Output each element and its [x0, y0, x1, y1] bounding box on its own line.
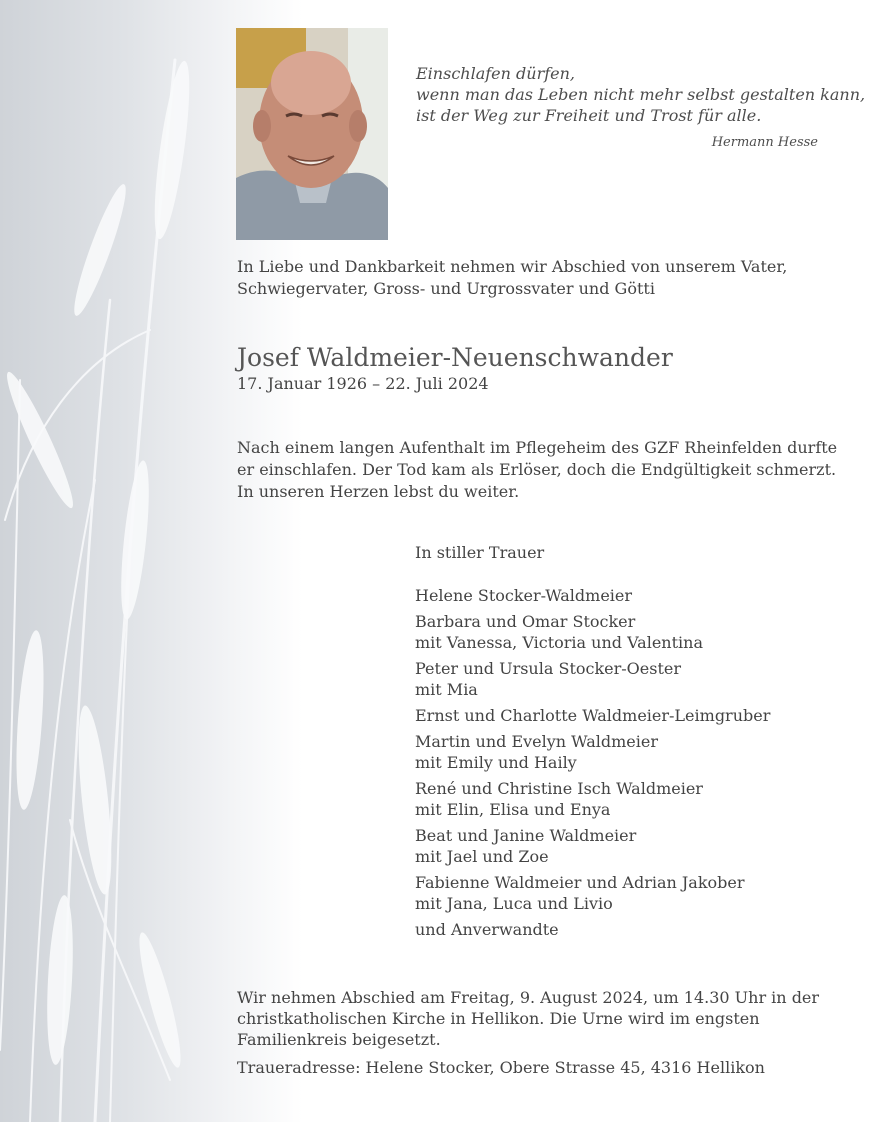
- mourner-name: Helene Stocker-Waldmeier: [415, 586, 633, 605]
- mourner-children: mit Emily und Haily: [415, 753, 577, 772]
- service-info: [237, 987, 857, 1078]
- quote-line: ist der Weg zur Freiheit und Trost für alle.: [416, 106, 762, 125]
- mourner-name: und Anverwandte: [415, 920, 559, 939]
- mourners-list: [415, 542, 770, 945]
- mourner-entry: [415, 731, 770, 773]
- mourner-entry: [415, 658, 770, 700]
- message-line: Nach einem langen Aufenthalt im Pflegeheim des GZF Rheinfelden durfte: [237, 438, 838, 457]
- intro-line: Schwiegervater, Gross- und Urgrossvater und Götti: [237, 279, 655, 298]
- portrait-photo: [236, 28, 388, 240]
- mourner-entry: [415, 872, 770, 914]
- mourner-entry: [415, 919, 770, 940]
- mourner-children: mit Jana, Luca und Livio: [415, 894, 613, 913]
- mourner-entry: [415, 825, 770, 867]
- deceased-dates: 17. Januar 1926 – 22. Juli 2024: [237, 374, 489, 393]
- mourner-children: mit Jael und Zoe: [415, 847, 549, 866]
- quote-line: wenn man das Leben nicht mehr selbst gestalten kann,: [416, 85, 866, 104]
- mourning-address: Traueradresse: Helene Stocker, Obere Strasse 45, 4316 Hellikon: [237, 1058, 765, 1077]
- message-line: In unseren Herzen lebst du weiter.: [237, 482, 520, 501]
- mourners-heading: In stiller Trauer: [415, 543, 545, 562]
- mourner-entry: [415, 585, 770, 606]
- mourner-entry: [415, 778, 770, 820]
- quote-line: Einschlafen dürfen,: [416, 64, 575, 83]
- service-line: Wir nehmen Abschied am Freitag, 9. August 2024, um 14.30 Uhr in der: [237, 988, 820, 1007]
- mourner-children: mit Mia: [415, 680, 478, 699]
- mourner-name: Beat und Janine Waldmeier: [415, 826, 637, 845]
- mourner-name: Ernst und Charlotte Waldmeier-Leimgruber: [415, 706, 771, 725]
- quote-block: [416, 63, 866, 153]
- deceased-name: Josef Waldmeier-Neuenschwander: [237, 343, 673, 372]
- message-text: [237, 437, 857, 503]
- mourner-name: Martin und Evelyn Waldmeier: [415, 732, 659, 751]
- mourner-name: Peter und Ursula Stocker-Oester: [415, 659, 682, 678]
- service-line: christkatholischen Kirche in Hellikon. Die Urne wird im engsten: [237, 1009, 760, 1028]
- mourner-children: mit Vanessa, Victoria und Valentina: [415, 633, 703, 652]
- mourner-children: mit Elin, Elisa und Enya: [415, 800, 611, 819]
- mourner-name: Barbara und Omar Stocker: [415, 612, 636, 631]
- intro-text: [237, 256, 857, 300]
- intro-line: In Liebe und Dankbarkeit nehmen wir Abschied von unserem Vater,: [237, 257, 788, 276]
- quote-author: Hermann Hesse: [711, 135, 818, 150]
- message-line: er einschlafen. Der Tod kam als Erlöser, doch die Endgültigkeit schmerzt.: [237, 460, 837, 479]
- mourner-entry: [415, 705, 770, 726]
- mourner-entry: [415, 611, 770, 653]
- mourner-name: René und Christine Isch Waldmeier: [415, 779, 703, 798]
- service-line: Familienkreis beigesetzt.: [237, 1030, 441, 1049]
- mourner-name: Fabienne Waldmeier und Adrian Jakober: [415, 873, 745, 892]
